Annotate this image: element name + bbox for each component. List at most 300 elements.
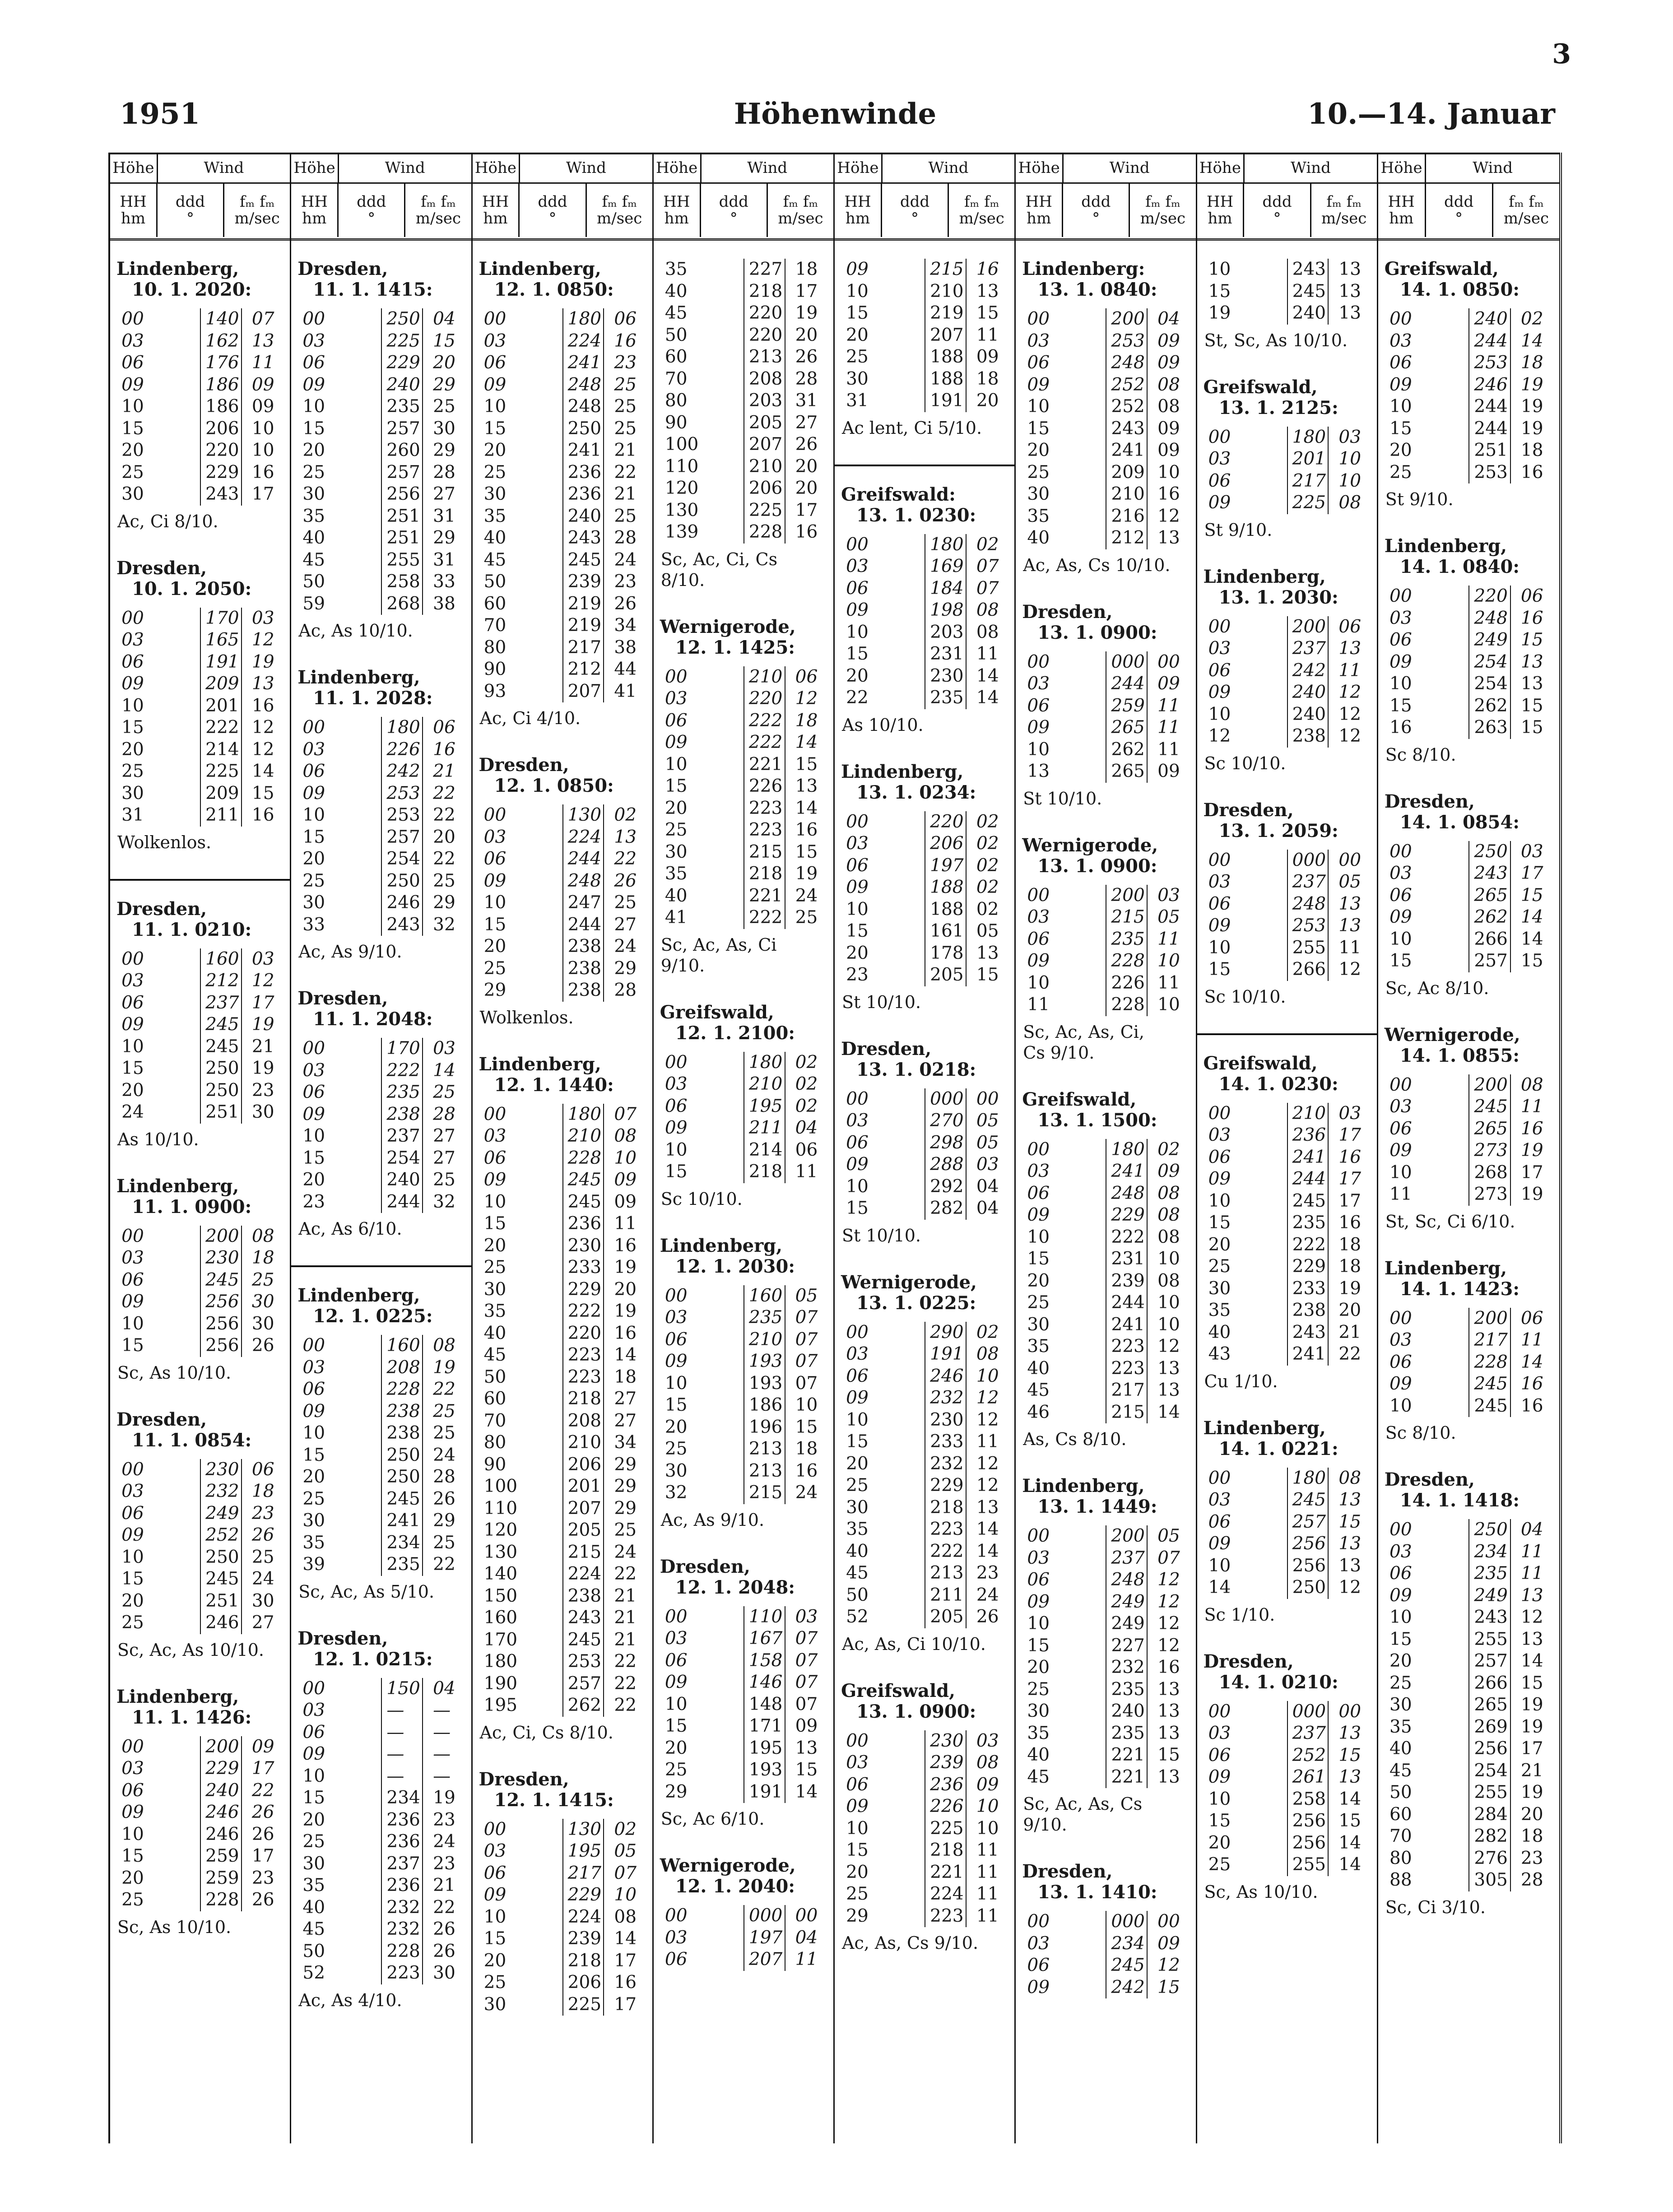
observation-time: 14. 1. 0854:: [1399, 811, 1520, 833]
height-cell: 10: [665, 1373, 688, 1394]
direction-cell: 233: [925, 1431, 966, 1453]
height-cell: 25: [483, 1257, 507, 1278]
station-name: Lindenberg,: [116, 258, 239, 279]
direction-cell: 205: [925, 964, 966, 986]
speed-cell: 19: [1510, 1140, 1555, 1162]
wind-rows: [115, 608, 285, 827]
height-cell: 30: [302, 1510, 325, 1531]
speed-cell: 08: [241, 1226, 285, 1248]
cloud-line: Ac, As 9/10.: [660, 1510, 765, 1530]
sounding-block: [1383, 1258, 1555, 1444]
direction-cell: 230: [200, 1459, 241, 1481]
direction-cell: 245: [1106, 1955, 1147, 1977]
height-cell: 40: [1390, 1738, 1412, 1759]
header-msec-unit: m/sec: [1321, 209, 1367, 228]
direction-cell: 178: [925, 943, 966, 965]
observation-time: 12. 1. 2100:: [675, 1022, 795, 1044]
header-hh: [473, 184, 520, 237]
height-cell: 09: [1027, 374, 1050, 395]
height-cell: 00: [121, 1226, 144, 1246]
height-cell: 09: [1027, 717, 1050, 738]
wind-rows: [839, 1088, 1010, 1220]
speed-cell: 13: [1510, 673, 1555, 695]
direction-cell: 235: [1469, 1563, 1510, 1585]
speed-cell: 29: [603, 1454, 647, 1476]
speed-cell: 24: [785, 1482, 829, 1504]
speed-cell: 14: [603, 1344, 647, 1366]
height-cell: 09: [483, 870, 507, 891]
height-cell: 06: [1208, 660, 1231, 681]
height-cell: 25: [1390, 1673, 1412, 1693]
height-cell: 60: [483, 1389, 507, 1409]
wind-rows: [1020, 308, 1191, 549]
height-cell: 12: [1208, 726, 1231, 746]
sounding-block: [115, 1687, 285, 1938]
speed-cell: 16: [1510, 462, 1555, 484]
cloud-line: Sc, Ac, As, Cs: [1023, 1794, 1143, 1814]
direction-cell: 222: [744, 907, 785, 929]
speed-cell: 28: [422, 1104, 466, 1126]
direction-cell: 238: [381, 1401, 422, 1423]
observation-time: 14. 1. 0855:: [1399, 1045, 1520, 1066]
header-wind: Wind: [385, 159, 425, 177]
direction-cell: 198: [925, 599, 966, 622]
direction-cell: 228: [1106, 994, 1147, 1016]
direction-cell: 257: [1287, 1511, 1328, 1534]
height-cell: 09: [665, 732, 688, 753]
speed-cell: 19: [1510, 418, 1555, 440]
speed-cell: 16: [785, 1460, 829, 1482]
direction-cell: 228: [1469, 1352, 1510, 1374]
direction-cell: 180: [381, 717, 422, 739]
height-cell: 35: [665, 259, 688, 279]
speed-cell: 11: [966, 1431, 1010, 1453]
speed-cell: 31: [422, 549, 466, 572]
station-name: Dresden,: [1203, 799, 1294, 821]
speed-cell: 17: [785, 281, 829, 303]
direction-cell: 213: [925, 1562, 966, 1585]
header-fmfm-label: fₘ fₘ: [964, 192, 999, 211]
height-cell: 30: [1027, 1314, 1050, 1335]
station-name: Lindenberg,: [297, 667, 420, 688]
direction-cell: 245: [562, 1191, 604, 1213]
direction-cell: 223: [381, 1962, 422, 1984]
height-cell: 10: [121, 1547, 144, 1567]
height-cell: 10: [302, 396, 325, 417]
height-cell: 20: [483, 936, 507, 957]
header-hh: [654, 184, 701, 237]
height-cell: 00: [1390, 1520, 1412, 1540]
height-cell: 15: [846, 303, 869, 323]
direction-cell: 229: [925, 1475, 966, 1497]
station-name: Wernigerode,: [660, 616, 796, 637]
direction-cell: 201: [200, 695, 241, 717]
height-cell: 45: [1027, 1766, 1050, 1787]
direction-cell: 110: [744, 1606, 785, 1628]
height-cell: 10: [665, 1694, 688, 1715]
speed-cell: 15: [1328, 1745, 1372, 1767]
speed-cell: 05: [1147, 906, 1191, 929]
cloud-line: Sc, Ac, As 10/10.: [117, 1640, 264, 1660]
speed-cell: 02: [966, 811, 1010, 833]
height-cell: 06: [302, 1379, 325, 1399]
height-cell: 09: [1027, 1977, 1050, 1998]
speed-cell: 21: [603, 483, 647, 506]
height-cell: 33: [302, 914, 325, 935]
speed-cell: 13: [1328, 1555, 1372, 1577]
direction-cell: 233: [1287, 1278, 1328, 1300]
speed-cell: 02: [966, 1322, 1010, 1344]
station-name: Greifswald,: [1203, 1052, 1318, 1074]
header-fmfm: [587, 184, 652, 237]
height-cell: 00: [1027, 1911, 1050, 1932]
column-header: [835, 153, 1014, 241]
height-cell: 10: [302, 1423, 325, 1443]
cloud-note: [115, 1640, 285, 1660]
height-cell: 06: [1208, 1745, 1231, 1766]
direction-cell: 180: [744, 1052, 785, 1074]
direction-cell: 245: [1287, 1489, 1328, 1511]
station-name: Dresden,: [1022, 1861, 1113, 1882]
station-name: Greifswald,: [1203, 376, 1318, 398]
speed-cell: 24: [966, 1585, 1010, 1607]
height-cell: 20: [1208, 1234, 1231, 1255]
height-cell: 03: [1390, 330, 1412, 351]
sounding-block: [1020, 1861, 1191, 1998]
height-cell: 06: [1390, 1563, 1412, 1584]
speed-cell: 08: [966, 599, 1010, 622]
height-cell: 09: [1390, 1140, 1412, 1161]
height-cell: 15: [1208, 281, 1231, 302]
speed-cell: 11: [1328, 660, 1372, 682]
direction-cell: 235: [1106, 1723, 1147, 1745]
direction-cell: 218: [744, 1161, 785, 1183]
direction-cell: 250: [1469, 1519, 1510, 1541]
height-cell: 14: [1208, 1577, 1231, 1598]
height-cell: 10: [483, 1906, 507, 1927]
wind-rows: [1383, 1074, 1555, 1206]
direction-cell: 241: [1287, 1343, 1328, 1366]
speed-cell: 29: [422, 527, 466, 549]
speed-cell: 16: [785, 521, 829, 544]
height-cell: 06: [1208, 1511, 1231, 1532]
height-cell: 03: [121, 1758, 144, 1779]
table-column-2: [291, 153, 472, 2143]
direction-cell: 252: [1106, 374, 1147, 396]
direction-cell: 253: [562, 1651, 604, 1673]
header-wind: Wind: [204, 159, 244, 177]
wind-rows: [1202, 259, 1372, 325]
station-name: Dresden,: [841, 1038, 932, 1060]
direction-cell: 290: [925, 1322, 966, 1344]
direction-cell: 243: [381, 914, 422, 936]
direction-cell: 223: [562, 1344, 604, 1366]
speed-cell: 13: [1147, 527, 1191, 549]
height-cell: 40: [483, 528, 507, 548]
speed-cell: 09: [1147, 418, 1191, 440]
speed-cell: 20: [1328, 1300, 1372, 1322]
speed-cell: 15: [785, 754, 829, 776]
direction-cell: 169: [925, 556, 966, 578]
observation-time: 12. 1. 1425:: [675, 637, 795, 658]
height-cell: 15: [121, 1335, 144, 1356]
speed-cell: 13: [1328, 259, 1372, 281]
direction-cell: 240: [1287, 682, 1328, 704]
speed-cell: 15: [785, 841, 829, 864]
speed-cell: 17: [785, 500, 829, 522]
direction-cell: 209: [200, 783, 241, 805]
direction-cell: 167: [744, 1628, 785, 1650]
direction-cell: 240: [1287, 302, 1328, 325]
header-ddd: [339, 184, 405, 237]
direction-cell: 206: [562, 1972, 604, 1994]
direction-cell: 180: [1287, 427, 1328, 449]
sounding-block: [839, 1039, 1010, 1246]
speed-cell: 26: [603, 593, 647, 615]
speed-cell: 14: [966, 1519, 1010, 1541]
height-cell: 06: [302, 761, 325, 781]
height-cell: 50: [665, 325, 688, 345]
speed-cell: 15: [785, 1759, 829, 1781]
wind-rows: [839, 259, 1010, 412]
direction-cell: 228: [381, 1379, 422, 1401]
speed-cell: 16: [241, 695, 285, 717]
speed-cell: 27: [603, 1410, 647, 1432]
direction-cell: 232: [381, 1919, 422, 1941]
speed-cell: 17: [241, 1758, 285, 1780]
height-cell: 100: [665, 434, 699, 455]
height-cell: 19: [1208, 303, 1231, 323]
direction-cell: 237: [1106, 1547, 1147, 1570]
height-cell: 00: [302, 1335, 325, 1356]
speed-cell: 13: [603, 827, 647, 849]
height-cell: 25: [121, 1613, 144, 1633]
height-cell: 80: [1390, 1848, 1412, 1868]
direction-cell: 170: [381, 1038, 422, 1060]
direction-cell: 257: [1469, 1650, 1510, 1673]
speed-cell: 25: [603, 1520, 647, 1542]
height-cell: 59: [302, 593, 325, 614]
direction-cell: 220: [200, 440, 241, 462]
height-cell: 10: [1390, 929, 1412, 949]
cloud-line: As, Cs 8/10.: [1023, 1429, 1127, 1449]
station-name: Greifswald,: [1384, 258, 1499, 279]
cloud-note: [1383, 978, 1555, 999]
speed-cell: 25: [241, 1269, 285, 1292]
height-cell: 35: [302, 1875, 325, 1896]
direction-cell: 200: [1287, 616, 1328, 638]
speed-cell: 26: [422, 1919, 466, 1941]
speed-cell: 22: [603, 1563, 647, 1585]
height-cell: 09: [1208, 915, 1231, 936]
speed-cell: 24: [603, 1542, 647, 1564]
observation-time: 13. 1. 0234:: [856, 781, 976, 803]
speed-cell: 13: [1147, 1358, 1191, 1380]
speed-cell: 21: [1510, 1760, 1555, 1782]
direction-cell: 222: [925, 1541, 966, 1563]
speed-cell: 29: [603, 958, 647, 980]
speed-cell: 07: [966, 578, 1010, 600]
direction-cell: 130: [562, 804, 604, 827]
header-degree-unit: °: [548, 209, 557, 228]
height-cell: 03: [121, 971, 144, 991]
height-cell: 45: [483, 549, 507, 570]
wind-rows: [1020, 651, 1191, 783]
height-cell: 20: [302, 1809, 325, 1830]
direction-cell: 225: [925, 1818, 966, 1840]
column-header: [1016, 153, 1195, 241]
header-hh-label: HH: [482, 192, 509, 211]
height-cell: 09: [1390, 651, 1412, 672]
speed-cell: 17: [1510, 1738, 1555, 1760]
speed-cell: 19: [1328, 1278, 1372, 1300]
speed-cell: 15: [1510, 1673, 1555, 1695]
sounding-block: [658, 1002, 829, 1209]
cloud-line: Ac, As, Cs 10/10.: [1023, 555, 1171, 575]
height-cell: 00: [302, 309, 325, 329]
speed-cell: 08: [1147, 396, 1191, 418]
speed-cell: 22: [603, 462, 647, 484]
header-hh: [1378, 184, 1426, 237]
direction-cell: 200: [200, 1736, 241, 1758]
speed-cell: 02: [966, 855, 1010, 877]
height-cell: 24: [121, 1102, 144, 1122]
height-cell: 40: [665, 281, 688, 302]
speed-cell: 26: [422, 1941, 466, 1963]
direction-cell: 162: [200, 330, 241, 353]
direction-cell: 213: [744, 1438, 785, 1460]
height-cell: 09: [121, 1292, 144, 1312]
height-cell: 03: [1208, 872, 1231, 892]
height-cell: 10: [846, 1818, 869, 1839]
wind-rows: [839, 1730, 1010, 1928]
speed-cell: 20: [1510, 1804, 1555, 1826]
speed-cell: 44: [603, 659, 647, 681]
direction-cell: 195: [562, 1840, 604, 1863]
cloud-note: [1383, 744, 1555, 765]
speed-cell: 17: [1328, 1168, 1372, 1190]
direction-cell: 235: [1106, 1679, 1147, 1701]
direction-cell: 248: [1106, 1183, 1147, 1205]
column-body: [654, 241, 833, 1971]
height-cell: 70: [483, 1410, 507, 1431]
height-cell: 06: [846, 1774, 869, 1795]
height-cell: 06: [1390, 630, 1412, 650]
header-hoehe: Höhe: [1016, 154, 1064, 182]
cloud-line: Wolkenlos.: [117, 832, 212, 852]
direction-cell: 222: [744, 732, 785, 754]
cloud-note: [115, 1362, 285, 1383]
speed-cell: 14: [1510, 330, 1555, 353]
height-cell: 22: [846, 688, 869, 708]
header-hm-unit: hm: [483, 209, 508, 228]
speed-cell: 18: [785, 1438, 829, 1460]
direction-cell: 215: [1106, 906, 1147, 929]
height-cell: 03: [846, 1111, 869, 1131]
header-wind: Wind: [747, 159, 788, 177]
wind-rows: [658, 1606, 829, 1803]
speed-cell: 20: [603, 1279, 647, 1301]
direction-cell: 237: [200, 992, 241, 1014]
speed-cell: 12: [241, 970, 285, 992]
cloud-line: 9/10.: [660, 955, 705, 976]
height-cell: 06: [1027, 929, 1050, 949]
direction-cell: 188: [925, 899, 966, 921]
height-cell: 160: [483, 1608, 518, 1628]
sounding-block: [1202, 377, 1372, 540]
height-cell: 31: [121, 805, 144, 825]
speed-cell: 17: [603, 1950, 647, 1972]
height-cell: 10: [483, 396, 507, 417]
cloud-note: [1383, 1897, 1555, 1918]
height-cell: 20: [665, 1417, 688, 1437]
station-name: Dresden,: [479, 1768, 569, 1790]
station-name: Greifswald:: [841, 483, 956, 505]
speed-cell: 09: [241, 374, 285, 396]
cloud-line: Sc, Ci 3/10.: [1385, 1897, 1486, 1917]
height-cell: 11: [1390, 1184, 1412, 1204]
direction-cell: 256: [1287, 1832, 1328, 1854]
speed-cell: 19: [1510, 374, 1555, 396]
direction-cell: 244: [562, 848, 604, 870]
height-cell: 45: [483, 1345, 507, 1365]
observation-time: 13. 1. 0218:: [856, 1059, 976, 1080]
speed-cell: 10: [1328, 470, 1372, 493]
direction-cell: 210: [925, 281, 966, 303]
column-header: [291, 153, 471, 241]
height-cell: 15: [665, 1716, 688, 1736]
direction-cell: 229: [1287, 1256, 1328, 1278]
speed-cell: 09: [1147, 1161, 1191, 1183]
height-cell: 120: [665, 478, 699, 498]
speed-cell: 30: [241, 1291, 285, 1313]
speed-cell: 24: [241, 1568, 285, 1590]
speed-cell: 19: [422, 1787, 466, 1809]
height-cell: 20: [302, 440, 325, 460]
speed-cell: 23: [422, 1809, 466, 1831]
direction-cell: 265: [1469, 1118, 1510, 1140]
cloud-note: [296, 620, 466, 641]
height-cell: 00: [121, 1459, 144, 1480]
speed-cell: 13: [1510, 1629, 1555, 1651]
height-cell: 03: [665, 1927, 688, 1948]
cloud-note: [1383, 1422, 1555, 1443]
direction-cell: 232: [925, 1453, 966, 1475]
speed-cell: 14: [966, 1541, 1010, 1563]
height-cell: 03: [1027, 1161, 1050, 1181]
speed-cell: 07: [785, 1307, 829, 1329]
direction-cell: 235: [381, 1082, 422, 1104]
speed-cell: 11: [1147, 972, 1191, 994]
direction-cell: 241: [1106, 1314, 1147, 1336]
speed-cell: 26: [785, 434, 829, 456]
observation-time: 13. 1. 2059:: [1218, 820, 1338, 841]
direction-cell: 249: [1106, 1591, 1147, 1613]
direction-cell: 191: [925, 390, 966, 412]
speed-cell: 13: [1328, 281, 1372, 303]
speed-cell: 19: [241, 1058, 285, 1080]
sounding-block: [1020, 259, 1191, 576]
wind-rows: [658, 1052, 829, 1183]
wind-rows: [477, 804, 648, 1002]
direction-cell: 210: [1287, 1103, 1328, 1125]
direction-cell: 218: [744, 863, 785, 885]
speed-cell: 24: [422, 1445, 466, 1467]
direction-cell: 241: [1106, 1161, 1147, 1183]
observation-time: 11. 1. 1426:: [132, 1706, 252, 1728]
direction-cell: 231: [1106, 1248, 1147, 1270]
table-column-6: [1016, 153, 1197, 2143]
